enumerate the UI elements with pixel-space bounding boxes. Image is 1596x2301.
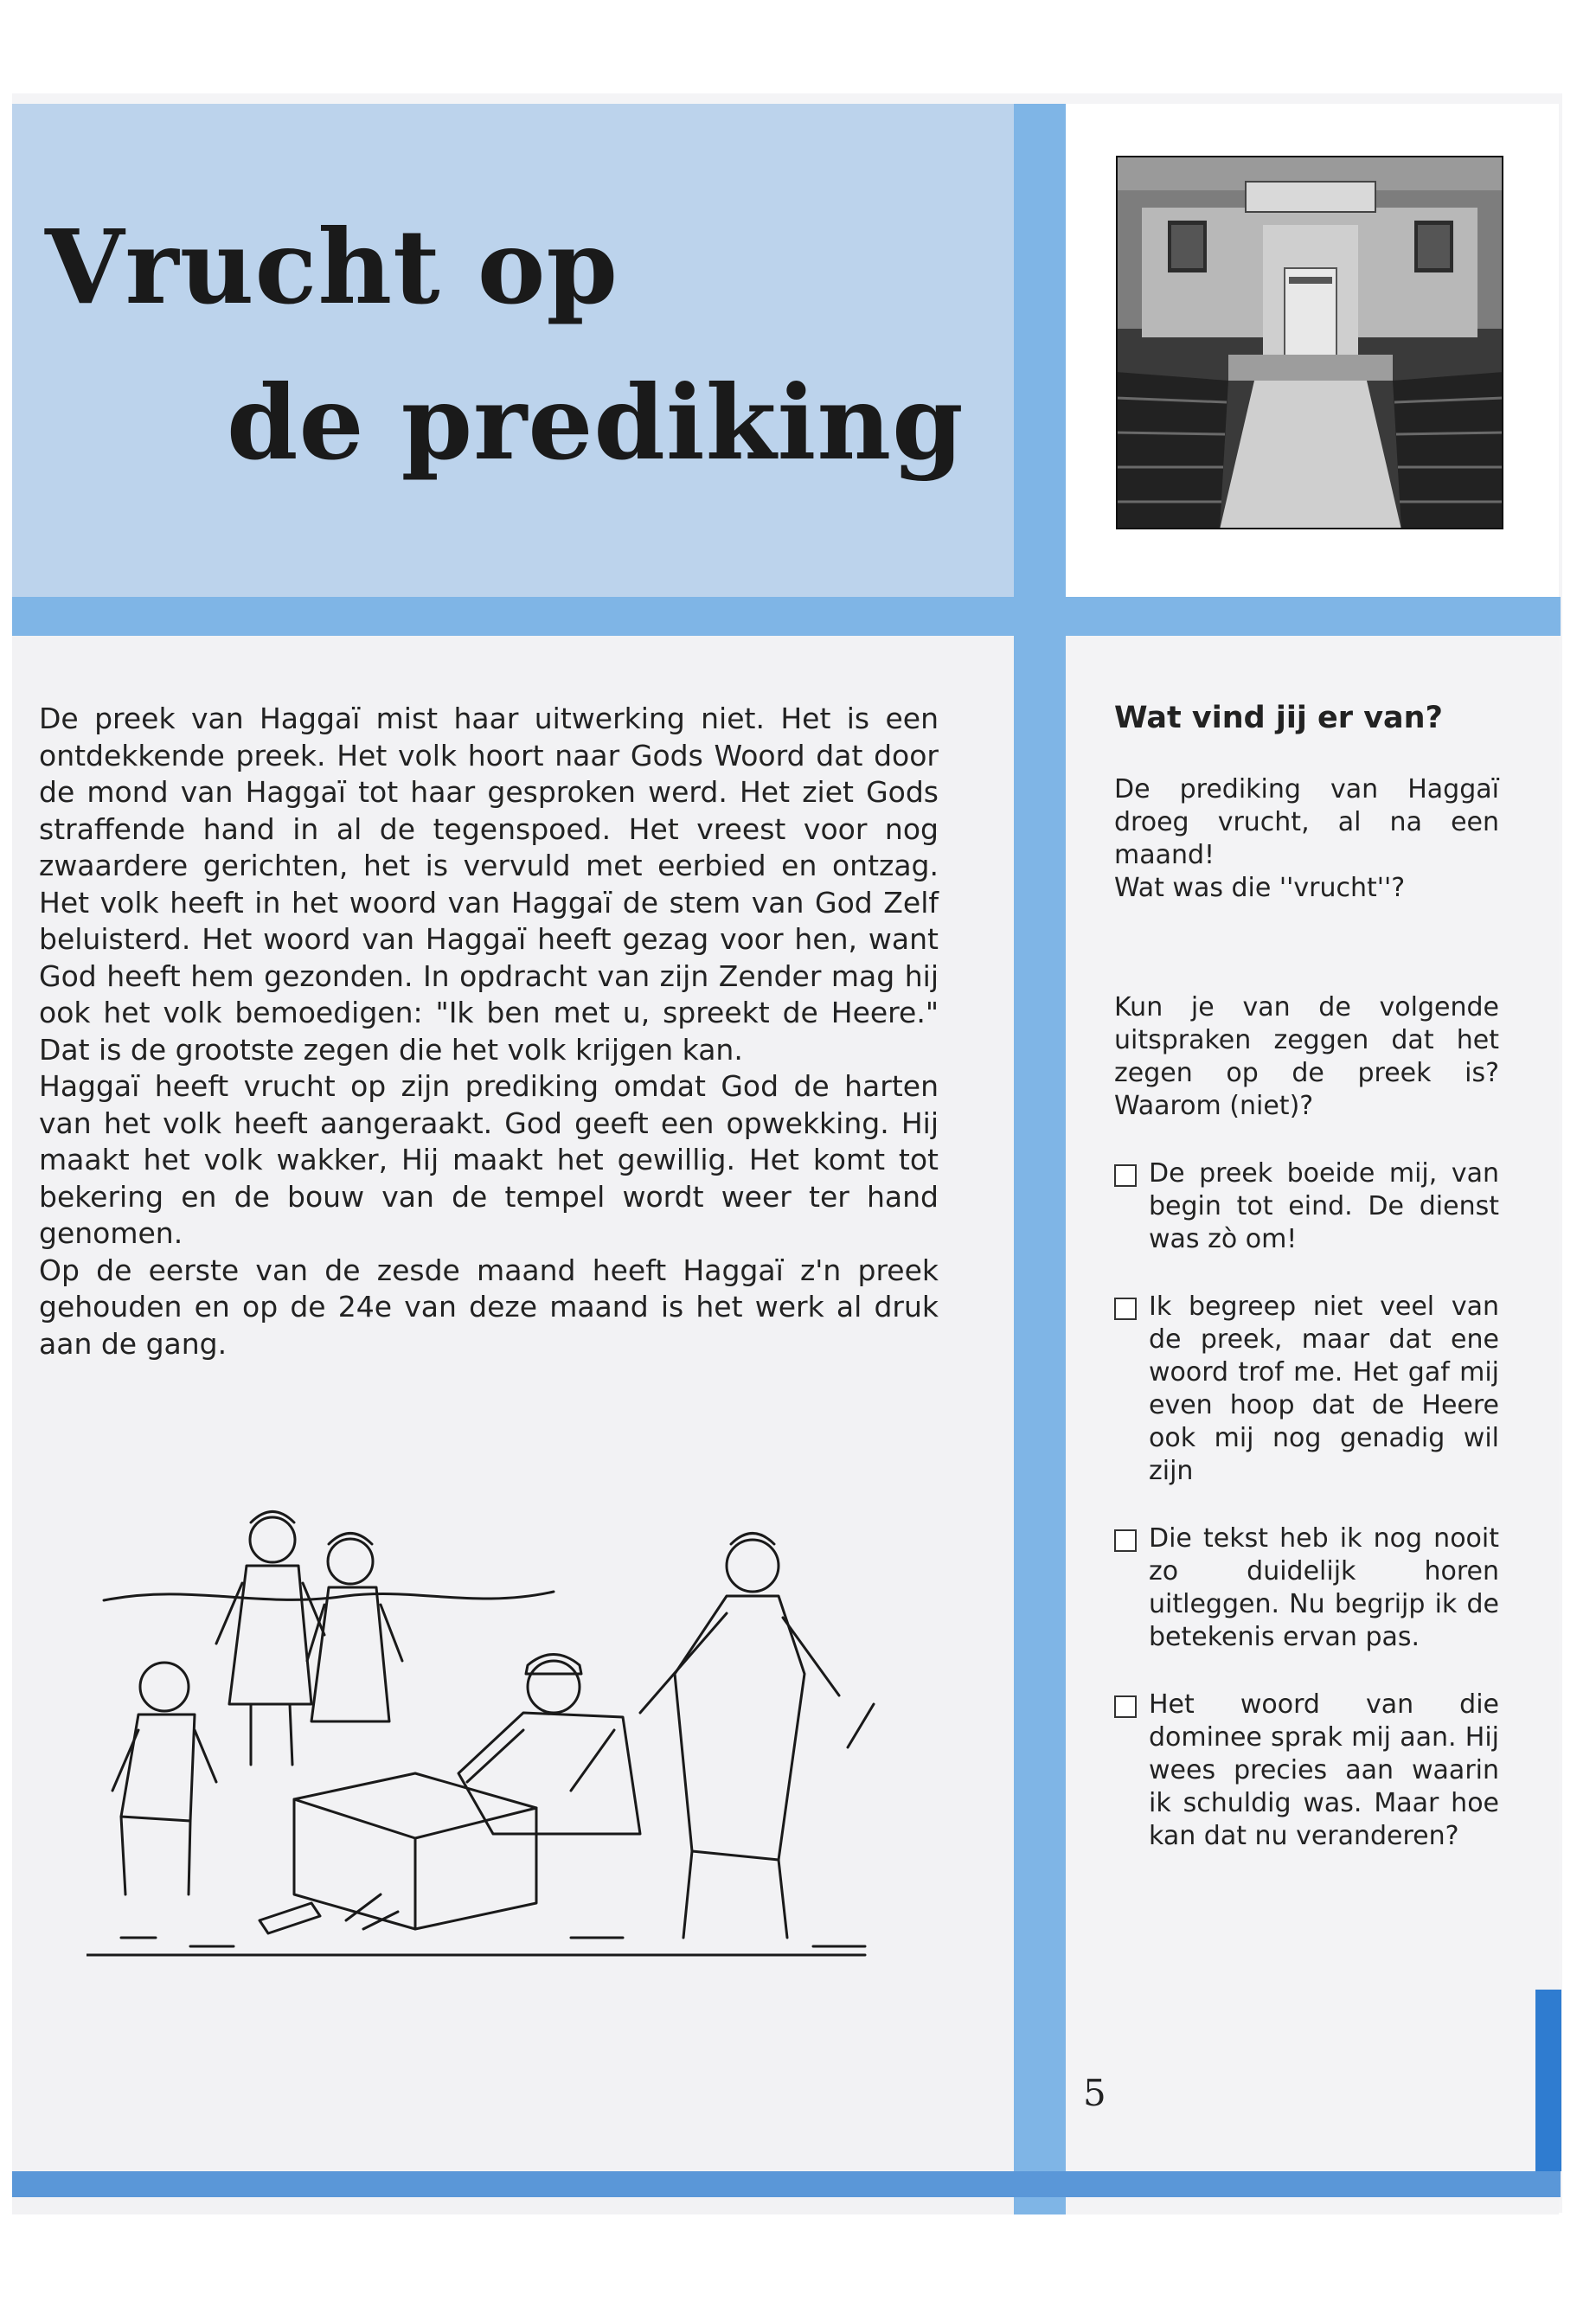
- option-text: Die tekst heb ik nog nooit zo duidelijk horen uitleggen. Nu begrijp ik de betekenis ervan pas.: [1149, 1523, 1499, 1652]
- sidebar-heading: Wat vind jij er van?: [1114, 701, 1443, 735]
- sidebar: [1114, 701, 1499, 1853]
- edge-tab: [1535, 1990, 1561, 2171]
- sidebar-question-2: Kun je van de volgende uitspraken zeggen dat het zegen op de preek is? Waarom (niet)?: [1114, 992, 1499, 1121]
- option-checkbox[interactable]: [1114, 1298, 1137, 1320]
- horizontal-divider-bar: [12, 597, 1561, 636]
- page-title-line-2: de prediking: [227, 362, 965, 483]
- option-text: Het woord van die dominee sprak mij aan. Hij wees precies aan waarin ik schuldig was. Maar hoe kan dat nu veranderen?: [1149, 1689, 1499, 1851]
- sidebar-intro: De prediking van Haggaï droeg vrucht, al na een maand!: [1114, 774, 1499, 870]
- article-paragraph: De preek van Haggaï mist haar uitwerking niet. Het is een ontdekkende preek. Het volk hoort naar Gods Woord dat door de mond van Haggaï tot haar gesproken werd. Het ziet Gods straffende hand in al de tegenspoed. Het vreest voor nog zwaardere gerichten, het is vervuld met eerbied en ontzag. Het volk heeft in het woord van Haggaï de stem van God Zelf beluisterd. Het woord van Haggaï heeft gezag voor hen, want God heeft hem gezonden. In opdracht van zijn Zender mag hij ook het volk bemoedigen: "Ik ben met u, spreekt de Heere." Dat is de grootste zegen die het volk krijgen kan.: [39, 702, 939, 1067]
- option-item: [1114, 1157, 1499, 1256]
- sidebar-question-1: Wat was die ''vrucht''?: [1114, 873, 1406, 903]
- bottom-bar: [12, 2171, 1561, 2197]
- option-item: [1114, 1689, 1499, 1853]
- temple-builders-illustration: [87, 1488, 882, 1964]
- option-checkbox[interactable]: [1114, 1529, 1137, 1552]
- article-paragraph: Haggaï heeft vrucht op zijn prediking omdat God de harten van het volk heeft aangeraakt. God geeft een opwekking. Hij maakt het volk wakker, Hij maakt het gewillig. Het komt tot bekering en de bouw van de tempel wordt weer ter hand genomen.: [39, 1069, 939, 1250]
- option-text: Ik begreep niet veel van de preek, maar dat ene woord trof me. Het gaf mij even hoop dat de Heere ook mij nog genadig wil zijn: [1149, 1292, 1499, 1486]
- option-item: [1114, 1522, 1499, 1654]
- option-checkbox[interactable]: [1114, 1695, 1137, 1718]
- page-number: 5: [1083, 2072, 1106, 2114]
- option-checkbox[interactable]: [1114, 1164, 1137, 1187]
- page-title-line-1: Vrucht op: [45, 207, 619, 327]
- option-item: [1114, 1291, 1499, 1488]
- article-body: [39, 701, 939, 1362]
- article-paragraph: Op de eerste van de zesde maand heeft Haggaï z'n preek gehouden en op de 24e van deze maand is het werk al druk aan de gang.: [39, 1253, 939, 1361]
- option-text: De preek boeide mij, van begin tot eind. De dienst was zò om!: [1149, 1158, 1499, 1254]
- title-panel: [12, 104, 1014, 597]
- vertical-divider-bar: [1014, 104, 1066, 2214]
- church-interior-photo: [1116, 156, 1503, 529]
